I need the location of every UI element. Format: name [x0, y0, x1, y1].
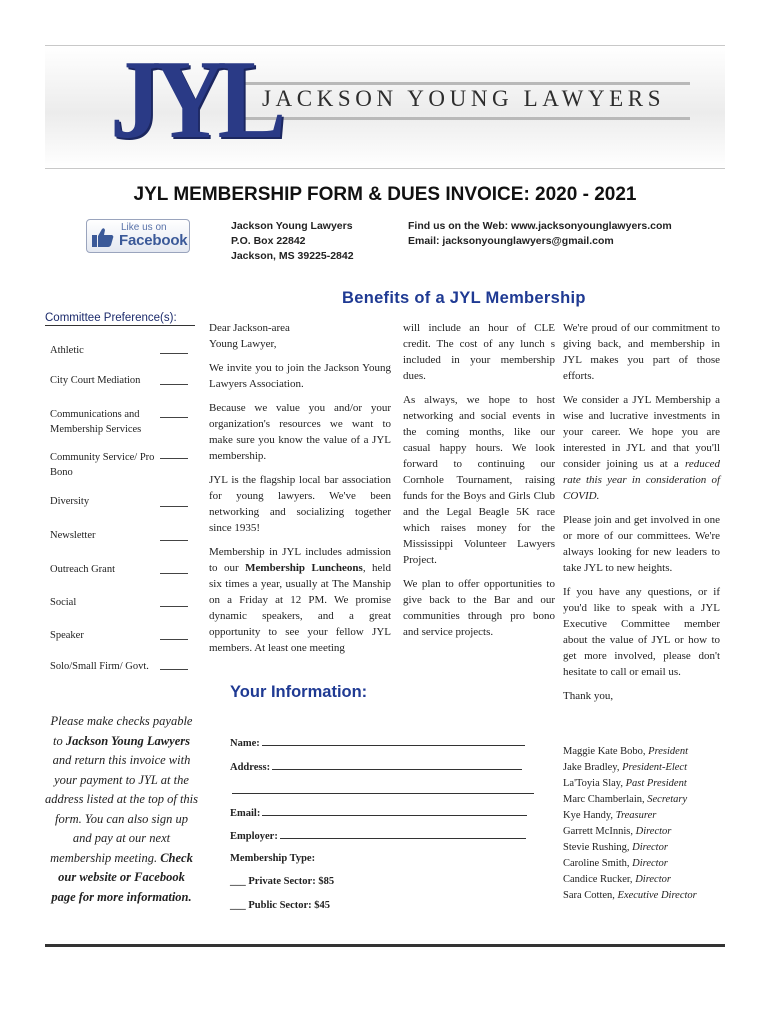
- committee-heading: Committee Preference(s):: [45, 312, 195, 326]
- paragraph-text: We consider a JYL Membership a wise and lucrative investments in your career. We hope you are interested in JYL and that you'll consider joining us at a: [563, 394, 720, 470]
- your-information-heading: Your Information:: [230, 683, 368, 701]
- benefits-column-2: [403, 320, 555, 648]
- officer: Marc Chamberlain, Secretary: [563, 794, 688, 805]
- paragraph: Please join and get involved in one or more of our committees. We're always looking for new leaders to take JYL to new heights.: [563, 514, 720, 574]
- committee-item: Outreach Grant: [50, 564, 116, 575]
- address-line: Jackson, MS 39225-2842: [231, 250, 354, 262]
- email-link[interactable]: Email: jacksonyounglawyers@gmail.com: [408, 235, 614, 247]
- page-title: JYL MEMBERSHIP FORM & DUES INVOICE: 2020 - 2021: [133, 184, 637, 205]
- email-field[interactable]: [230, 806, 527, 819]
- committee-item: Diversity: [50, 496, 90, 507]
- address-field[interactable]: [230, 760, 522, 773]
- address-label: Address:: [230, 762, 271, 773]
- address-line: P.O. Box 22842: [231, 235, 306, 247]
- greeting: Dear Jackson-area Young Lawyer,: [209, 322, 290, 350]
- name-label: Name:: [230, 738, 260, 749]
- committee-checkline[interactable]: [160, 353, 188, 354]
- address-field-line2[interactable]: [230, 784, 534, 797]
- officer-list: [563, 744, 697, 904]
- thumbs-up-icon: [91, 226, 115, 248]
- facebook-label: Facebook: [119, 232, 188, 249]
- private-sector-option[interactable]: ___ Private Sector: $85: [230, 876, 335, 887]
- paragraph: If you have any questions, or if you'd like to speak with a JYL Executive Committee member about the value of JYL or how to get more involved, please don't hesitate to call or email us.: [563, 586, 720, 678]
- committee-item: Athletic: [50, 345, 84, 356]
- payment-instructions: [45, 712, 198, 907]
- facebook-like-button[interactable]: [86, 219, 190, 253]
- contact-info: [408, 219, 672, 249]
- payment-text: and return this invoice with your payment to JYL at the address listed at the top of this form. You can also sign up and pay at our next membership meeting.: [45, 753, 199, 865]
- committee-checkline[interactable]: [160, 506, 188, 507]
- banner-rule: [245, 82, 690, 85]
- committee-item: Speaker: [50, 630, 84, 641]
- benefits-column-1: [209, 320, 391, 664]
- committee-item: Newsletter: [50, 530, 96, 541]
- benefits-heading: Benefits of a JYL Membership: [342, 289, 586, 307]
- mailing-address: [231, 219, 354, 264]
- public-sector-option[interactable]: ___ Public Sector: $45: [230, 900, 331, 911]
- sign-off: Thank you,: [563, 690, 614, 702]
- paragraph: JYL is the flagship local bar association for young lawyers. We've been networking and socializing together since 1935!: [209, 474, 391, 534]
- address-line: Jackson Young Lawyers: [231, 220, 353, 232]
- paragraph: will include an hour of CLE credit. The cost of any lunch s included in your membership dues.: [403, 322, 555, 382]
- jyl-logo: JYL: [110, 38, 278, 162]
- facebook-like-label: Like us on: [121, 222, 167, 233]
- committee-item: Solo/Small Firm/ Govt.: [50, 661, 149, 672]
- organization-name: JACKSON YOUNG LAWYERS: [262, 86, 666, 111]
- paragraph: We're proud of our commitment to giving back, and membership in JYL makes you part of those efforts.: [563, 322, 720, 382]
- banner-rule: [245, 117, 690, 120]
- name-field[interactable]: [230, 736, 525, 749]
- paragraph: Because we value you and/or your organization's resources we want to make sure you know the value of a JYL membership.: [209, 402, 391, 462]
- email-label: Email:: [230, 808, 261, 819]
- officer: Candice Rucker, Director: [563, 874, 671, 885]
- footer-divider: [45, 944, 725, 947]
- committee-checkline[interactable]: [160, 458, 188, 459]
- committee-item: City Court Mediation: [50, 375, 141, 386]
- luncheon-highlight: Membership Luncheons: [245, 562, 363, 574]
- paragraph-text: Membership in JYL includes admission to our: [209, 546, 391, 574]
- officer: Maggie Kate Bobo, President: [563, 746, 689, 757]
- employer-field[interactable]: [230, 829, 526, 842]
- committee-item: Community Service/ Pro Bono: [50, 452, 155, 478]
- officer: Sara Cotten, Executive Director: [563, 890, 697, 901]
- officer: Jake Bradley, President-Elect: [563, 762, 688, 773]
- committee-checkline[interactable]: [160, 639, 188, 640]
- benefits-column-3: [563, 320, 720, 712]
- committee-item: Communications and Membership Services: [50, 409, 142, 435]
- paragraph: We plan to offer opportunities to give back to the Bar and our communities through pro bono and service projects.: [403, 578, 555, 638]
- committee-item: Social: [50, 597, 77, 608]
- payment-text: Please make checks payable to: [50, 714, 193, 748]
- employer-label: Employer:: [230, 831, 278, 842]
- officer: La'Toyia Slay, Past President: [563, 778, 687, 789]
- paragraph: [209, 544, 391, 656]
- officer: Stevie Rushing, Director: [563, 842, 668, 853]
- website-callout: Check our website or Facebook page for more information.: [51, 850, 193, 904]
- committee-checkline[interactable]: [160, 669, 188, 670]
- committee-checkline[interactable]: [160, 384, 188, 385]
- covid-rate-note: reduced rate this year in consideration of COVID.: [563, 458, 720, 502]
- committee-checkline[interactable]: [160, 573, 188, 574]
- officer: Kye Handy, Treasurer: [563, 810, 657, 821]
- committee-checkline[interactable]: [160, 606, 188, 607]
- website-link[interactable]: Find us on the Web: www.jacksonyounglawyers.com: [408, 220, 672, 232]
- paragraph: As always, we hope to host networking and social events in the coming months, like our casual happy hours. We look forward to continuing our Cornhole Tournament, raising funds for the Boys and Girls Club and the Legal Beagle 5K race which raises money for the Mississippi Volunteer Lawyers Project.: [403, 394, 555, 566]
- paragraph-text: , held six times a year, usually at The Manship on a Friday at 12 PM. We promise dynamic speakers, and a great opportunity to see your fellow JYL members. At least one meeting: [209, 562, 391, 654]
- paragraph: [563, 392, 720, 504]
- officer: Garrett McInnis, Director: [563, 826, 672, 837]
- officer: Caroline Smith, Director: [563, 858, 668, 869]
- membership-type-label: Membership Type:: [230, 853, 316, 864]
- payee-name: Jackson Young Lawyers: [65, 733, 190, 748]
- committee-checkline[interactable]: [160, 540, 188, 541]
- paragraph: We invite you to join the Jackson Young Lawyers Association.: [209, 362, 391, 390]
- committee-checkline[interactable]: [160, 417, 188, 418]
